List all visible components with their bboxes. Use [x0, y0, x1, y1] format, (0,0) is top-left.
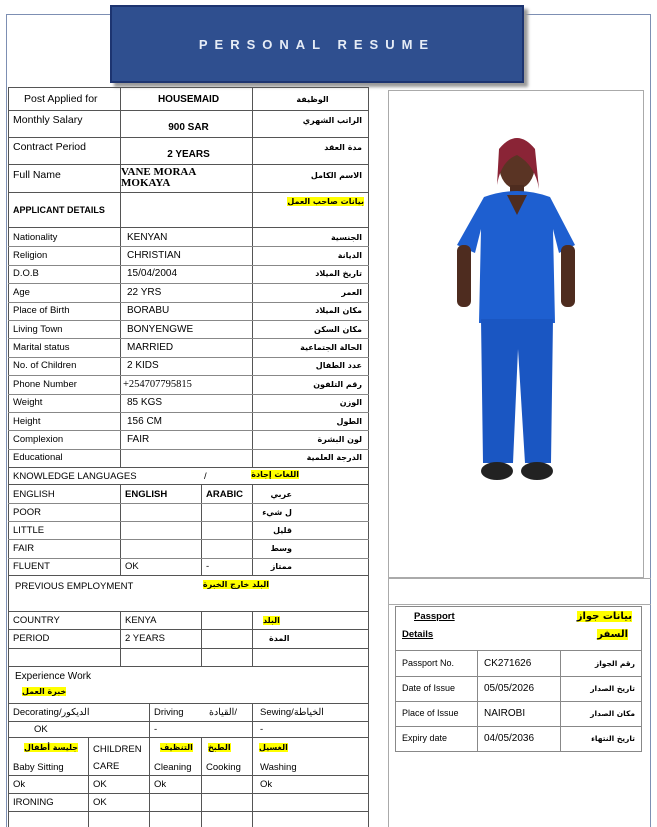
language-level: LITTLE: [13, 524, 45, 536]
language-ar: ممتاز: [270, 562, 292, 572]
employment-row-ar: البلد: [263, 616, 280, 625]
job-value: 900 SAR: [168, 121, 209, 133]
detail-value: BORABU: [127, 305, 170, 317]
detail-value: 156 CM: [127, 415, 163, 427]
skill-label: Cooking: [206, 761, 241, 773]
detail-value: CHRISTIAN: [127, 250, 181, 262]
job-label: Contract Period: [13, 141, 86, 153]
passport-divider: [388, 604, 651, 605]
language-ar: وسط: [270, 544, 292, 554]
employment-row-ar: المدة: [269, 634, 290, 643]
detail-ar: الدرجة العلمية: [306, 453, 362, 463]
person-figure: [389, 91, 645, 579]
detail-label: Nationality: [13, 231, 58, 243]
driving-label: Driving: [154, 706, 184, 718]
employment-ar: البلد خارج الخبرة: [202, 579, 269, 589]
sewing-label: Sewing/الخياطة: [260, 706, 324, 718]
passport-row-value: NAIROBI: [484, 707, 526, 719]
detail-label: Height: [13, 415, 41, 427]
detail-value: 85 KGS: [127, 397, 163, 409]
detail-label: Marital status: [13, 342, 70, 354]
language-level: POOR: [13, 506, 41, 518]
language-arabic: -: [206, 561, 210, 573]
page-title: PERSONAL RESUME: [198, 36, 436, 52]
passport-divider: [388, 578, 651, 579]
job-label: Full Name: [13, 169, 61, 181]
passport-ar-title: بيانات جواز: [576, 610, 632, 622]
detail-ar: مكان السكن: [314, 324, 362, 334]
detail-value: BONYENGWE: [127, 323, 194, 335]
passport-border: [388, 578, 389, 827]
skill-value: [202, 776, 252, 792]
detail-label: D.O.B: [13, 268, 39, 280]
detail-ar: عدد الطفال: [315, 361, 362, 371]
passport-row-ar: رقم الجواز: [594, 658, 635, 668]
passport-row-label: Expiry date: [402, 733, 448, 743]
detail-label: Weight: [13, 397, 43, 409]
detail-ar: مكان الميلاد: [315, 306, 362, 316]
passport-row-ar: مكان الصدار: [590, 708, 635, 718]
applicant-details-label: APPLICANT DETAILS: [13, 205, 105, 215]
passport-row-label: Passport No.: [402, 658, 455, 668]
detail-value: KENYAN: [127, 231, 168, 243]
passport-row-ar: تاريخ النتهاء: [591, 733, 635, 743]
detail-value: +254707795815: [123, 378, 192, 390]
job-ar: مدة العقد: [324, 142, 362, 152]
row-divider: [8, 737, 369, 738]
language-arabic: [202, 503, 252, 521]
detail-value: [123, 449, 252, 467]
detail-ar: العمر: [341, 287, 362, 297]
detail-value: 15/04/2004: [127, 268, 178, 280]
language-english: [121, 540, 201, 558]
row-divider: [8, 811, 369, 812]
left-shoe: [481, 462, 513, 480]
job-value: 2 YEARS: [167, 148, 210, 160]
skill-ar: التنظيف: [160, 742, 193, 752]
skill-label: Washing: [260, 761, 297, 773]
detail-ar: رقم التلفون: [313, 379, 362, 389]
language-english: [121, 521, 201, 539]
detail-ar: الوزن: [339, 398, 362, 408]
skill-label: Cleaning: [154, 761, 192, 773]
language-ar: عربي: [270, 489, 292, 499]
language-level: FAIR: [13, 543, 35, 555]
experience-ar: خبرة العمل: [22, 686, 67, 696]
language-ar: قليل: [273, 525, 292, 535]
employment-row-value: KENYA: [125, 615, 157, 626]
right-shoe: [521, 462, 553, 480]
detail-label: Educational: [13, 452, 63, 464]
ironing-label: IRONING: [13, 797, 54, 808]
row-divider: [8, 575, 369, 576]
applicant-details-ar: بيانات صاحب العمل: [287, 196, 364, 206]
language-arabic: [202, 540, 252, 558]
detail-label: Age: [13, 286, 30, 298]
decorating-value: OK: [34, 724, 48, 735]
passport-title: Passport: [414, 610, 455, 622]
skill-ar: الطبخ: [208, 742, 231, 752]
languages-ar: اللغات إجادة: [251, 469, 299, 479]
detail-ar: الطول: [336, 416, 362, 426]
job-ar: الاسم الكامل: [310, 170, 362, 180]
job-ar: الوظيفة: [296, 94, 329, 104]
language-arabic: ARABIC: [206, 488, 243, 500]
language-english: ENGLISH: [125, 488, 168, 500]
job-value: HOUSEMAID: [157, 93, 220, 105]
detail-label: Phone Number: [13, 378, 77, 390]
row-divider: [8, 648, 369, 649]
job-label: Post Applied for: [24, 93, 98, 105]
detail-label: Place of Birth: [13, 305, 70, 317]
ironing-value: OK: [93, 797, 107, 808]
language-english: OK: [125, 561, 139, 573]
table-border: [368, 87, 369, 827]
detail-ar: الحالة الجتماعية: [300, 343, 362, 353]
skill-ar: جليسة أطفال: [24, 742, 79, 752]
passport-row-value: 05/05/2026: [484, 682, 535, 694]
passport-subtitle: Details: [402, 628, 434, 640]
detail-label: Religion: [13, 250, 48, 262]
page-frame-left: [6, 14, 7, 827]
language-level: ENGLISH: [13, 488, 55, 500]
detail-value: FAIR: [127, 434, 150, 446]
right-arm: [561, 245, 575, 307]
skill-value: Ok: [13, 778, 26, 790]
decorating-label: Decorating/الديكور: [13, 706, 90, 718]
left-arm: [457, 245, 471, 307]
col-divider: [252, 703, 253, 827]
language-english: [121, 503, 201, 521]
passport-row-value: CK271626: [484, 657, 532, 669]
scrub-pants: [481, 319, 553, 463]
driving-ar: القيادة/: [209, 706, 237, 718]
page-frame-right: [650, 14, 651, 827]
skill-label: CHILDREN CARE: [93, 743, 142, 772]
passport-row-value: 04/05/2036: [484, 732, 535, 744]
driving-value: -: [154, 724, 158, 735]
passport-row-label: Place of Issue: [402, 708, 459, 718]
language-ar: ل شيء: [262, 507, 292, 517]
language-level: FLUENT: [13, 561, 50, 573]
skill-label: Baby Sitting: [13, 761, 64, 773]
passport-ar-subtitle: السفر: [597, 628, 628, 640]
skill-value: Ok: [154, 778, 167, 790]
title-banner: [110, 5, 524, 83]
passport-row-ar: تاريخ الصدار: [590, 683, 635, 693]
languages-label: KNOWLEDGE LANGUAGES: [13, 470, 137, 482]
passport-row-label: Date of Issue: [402, 683, 456, 693]
detail-label: Complexion: [13, 434, 64, 446]
detail-value: MARRIED: [127, 342, 174, 354]
skill-ar: الغسيل: [259, 742, 288, 752]
experience-label: Experience Work: [15, 670, 91, 682]
detail-ar: تاريخ الميلاد: [315, 269, 362, 279]
sewing-value: -: [260, 724, 264, 735]
skill-value: OK: [93, 778, 107, 790]
detail-label: No. of Children: [13, 360, 77, 372]
job-label: Monthly Salary: [13, 114, 83, 126]
employment-row-value: 2 YEARS: [125, 633, 165, 644]
employment-label: PREVIOUS EMPLOYMENT: [15, 580, 134, 592]
row-divider: [8, 666, 369, 667]
full-name-value: VANE MORAA MOKAYA: [121, 166, 196, 189]
detail-ar: الجنسية: [330, 232, 362, 242]
detail-label: Living Town: [13, 323, 63, 335]
languages-slash: /: [204, 470, 207, 482]
language-arabic: [202, 521, 252, 539]
employment-row-label: COUNTRY: [13, 615, 60, 626]
skill-value: Ok: [260, 778, 273, 790]
detail-ar: الديانة: [337, 251, 362, 261]
candidate-photo: [388, 90, 644, 578]
job-ar: الراتب الشهري: [302, 115, 362, 125]
detail-value: 2 KIDS: [127, 360, 159, 372]
col-divider: [201, 611, 202, 666]
detail-ar: لون البشرة: [317, 435, 362, 445]
employment-row-label: PERIOD: [13, 633, 50, 644]
detail-value: 22 YRS: [127, 286, 162, 298]
